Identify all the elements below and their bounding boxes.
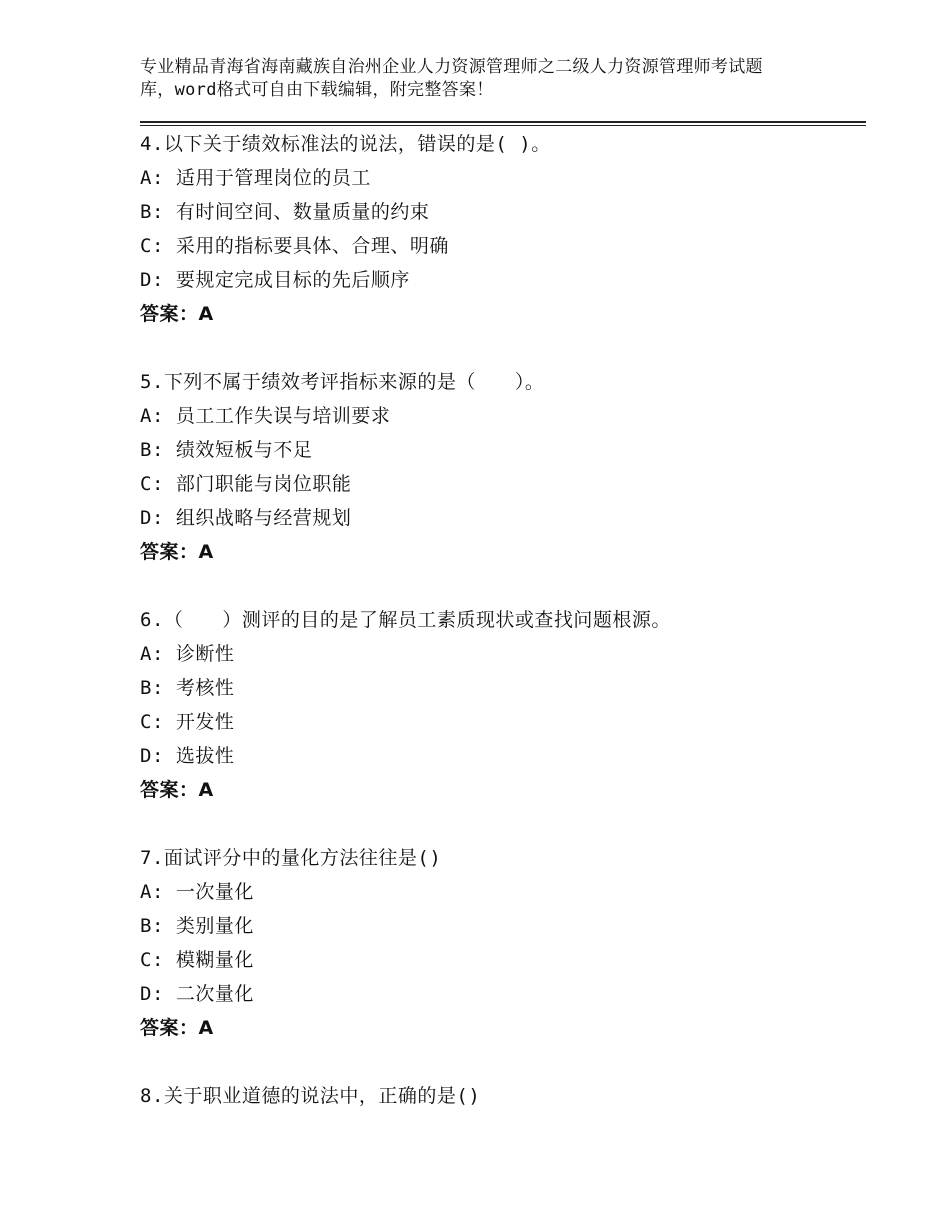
question-item (140, 127, 860, 365)
option-c: C: 采用的指标要具体、合理、明确 (140, 235, 449, 257)
option-b: B: 绩效短板与不足 (140, 439, 313, 461)
question-title: 6.（ ）测评的目的是了解员工素质现状或查找问题根源。 (140, 609, 671, 631)
document-header (140, 56, 840, 102)
option-d: D: 二次量化 (140, 983, 254, 1005)
answer-line: 答案：A (140, 779, 214, 801)
spacer (140, 1045, 860, 1079)
option-b: B: 类别量化 (140, 915, 254, 937)
option-c: C: 模糊量化 (140, 949, 254, 971)
answer-line: 答案：A (140, 303, 214, 325)
header-divider-thick (140, 121, 866, 123)
option-c: C: 开发性 (140, 711, 235, 733)
answer-line: 答案：A (140, 1017, 214, 1039)
question-item (140, 365, 860, 603)
question-title: 7.面试评分中的量化方法往往是() (140, 847, 442, 869)
question-item (140, 1079, 860, 1113)
spacer (140, 331, 860, 365)
header-line-2: 库，word格式可自由下载编辑，附完整答案！ (140, 80, 494, 100)
spacer (140, 569, 860, 603)
question-title: 8.关于职业道德的说法中，正确的是() (140, 1085, 481, 1107)
option-d: D: 选拔性 (140, 745, 235, 767)
question-title: 4.以下关于绩效标准法的说法，错误的是( )。 (140, 133, 551, 155)
option-a: A: 员工工作失误与培训要求 (140, 405, 391, 427)
option-d: D: 要规定完成目标的先后顺序 (140, 269, 410, 291)
spacer (140, 807, 860, 841)
option-a: A: 适用于管理岗位的员工 (140, 167, 371, 189)
option-a: A: 诊断性 (140, 643, 235, 665)
question-item (140, 603, 860, 841)
question-title: 5.下列不属于绩效考评指标来源的是（ ）。 (140, 371, 545, 393)
option-b: B: 有时间空间、数量质量的约束 (140, 201, 430, 223)
option-d: D: 组织战略与经营规划 (140, 507, 352, 529)
option-a: A: 一次量化 (140, 881, 254, 903)
header-divider-thin (140, 125, 866, 126)
answer-line: 答案：A (140, 541, 214, 563)
question-list (140, 127, 860, 1113)
option-b: B: 考核性 (140, 677, 235, 699)
option-c: C: 部门职能与岗位职能 (140, 473, 352, 495)
question-item (140, 841, 860, 1079)
header-line-1: 专业精品青海省海南藏族自治州企业人力资源管理师之二级人力资源管理师考试题 (140, 57, 763, 77)
